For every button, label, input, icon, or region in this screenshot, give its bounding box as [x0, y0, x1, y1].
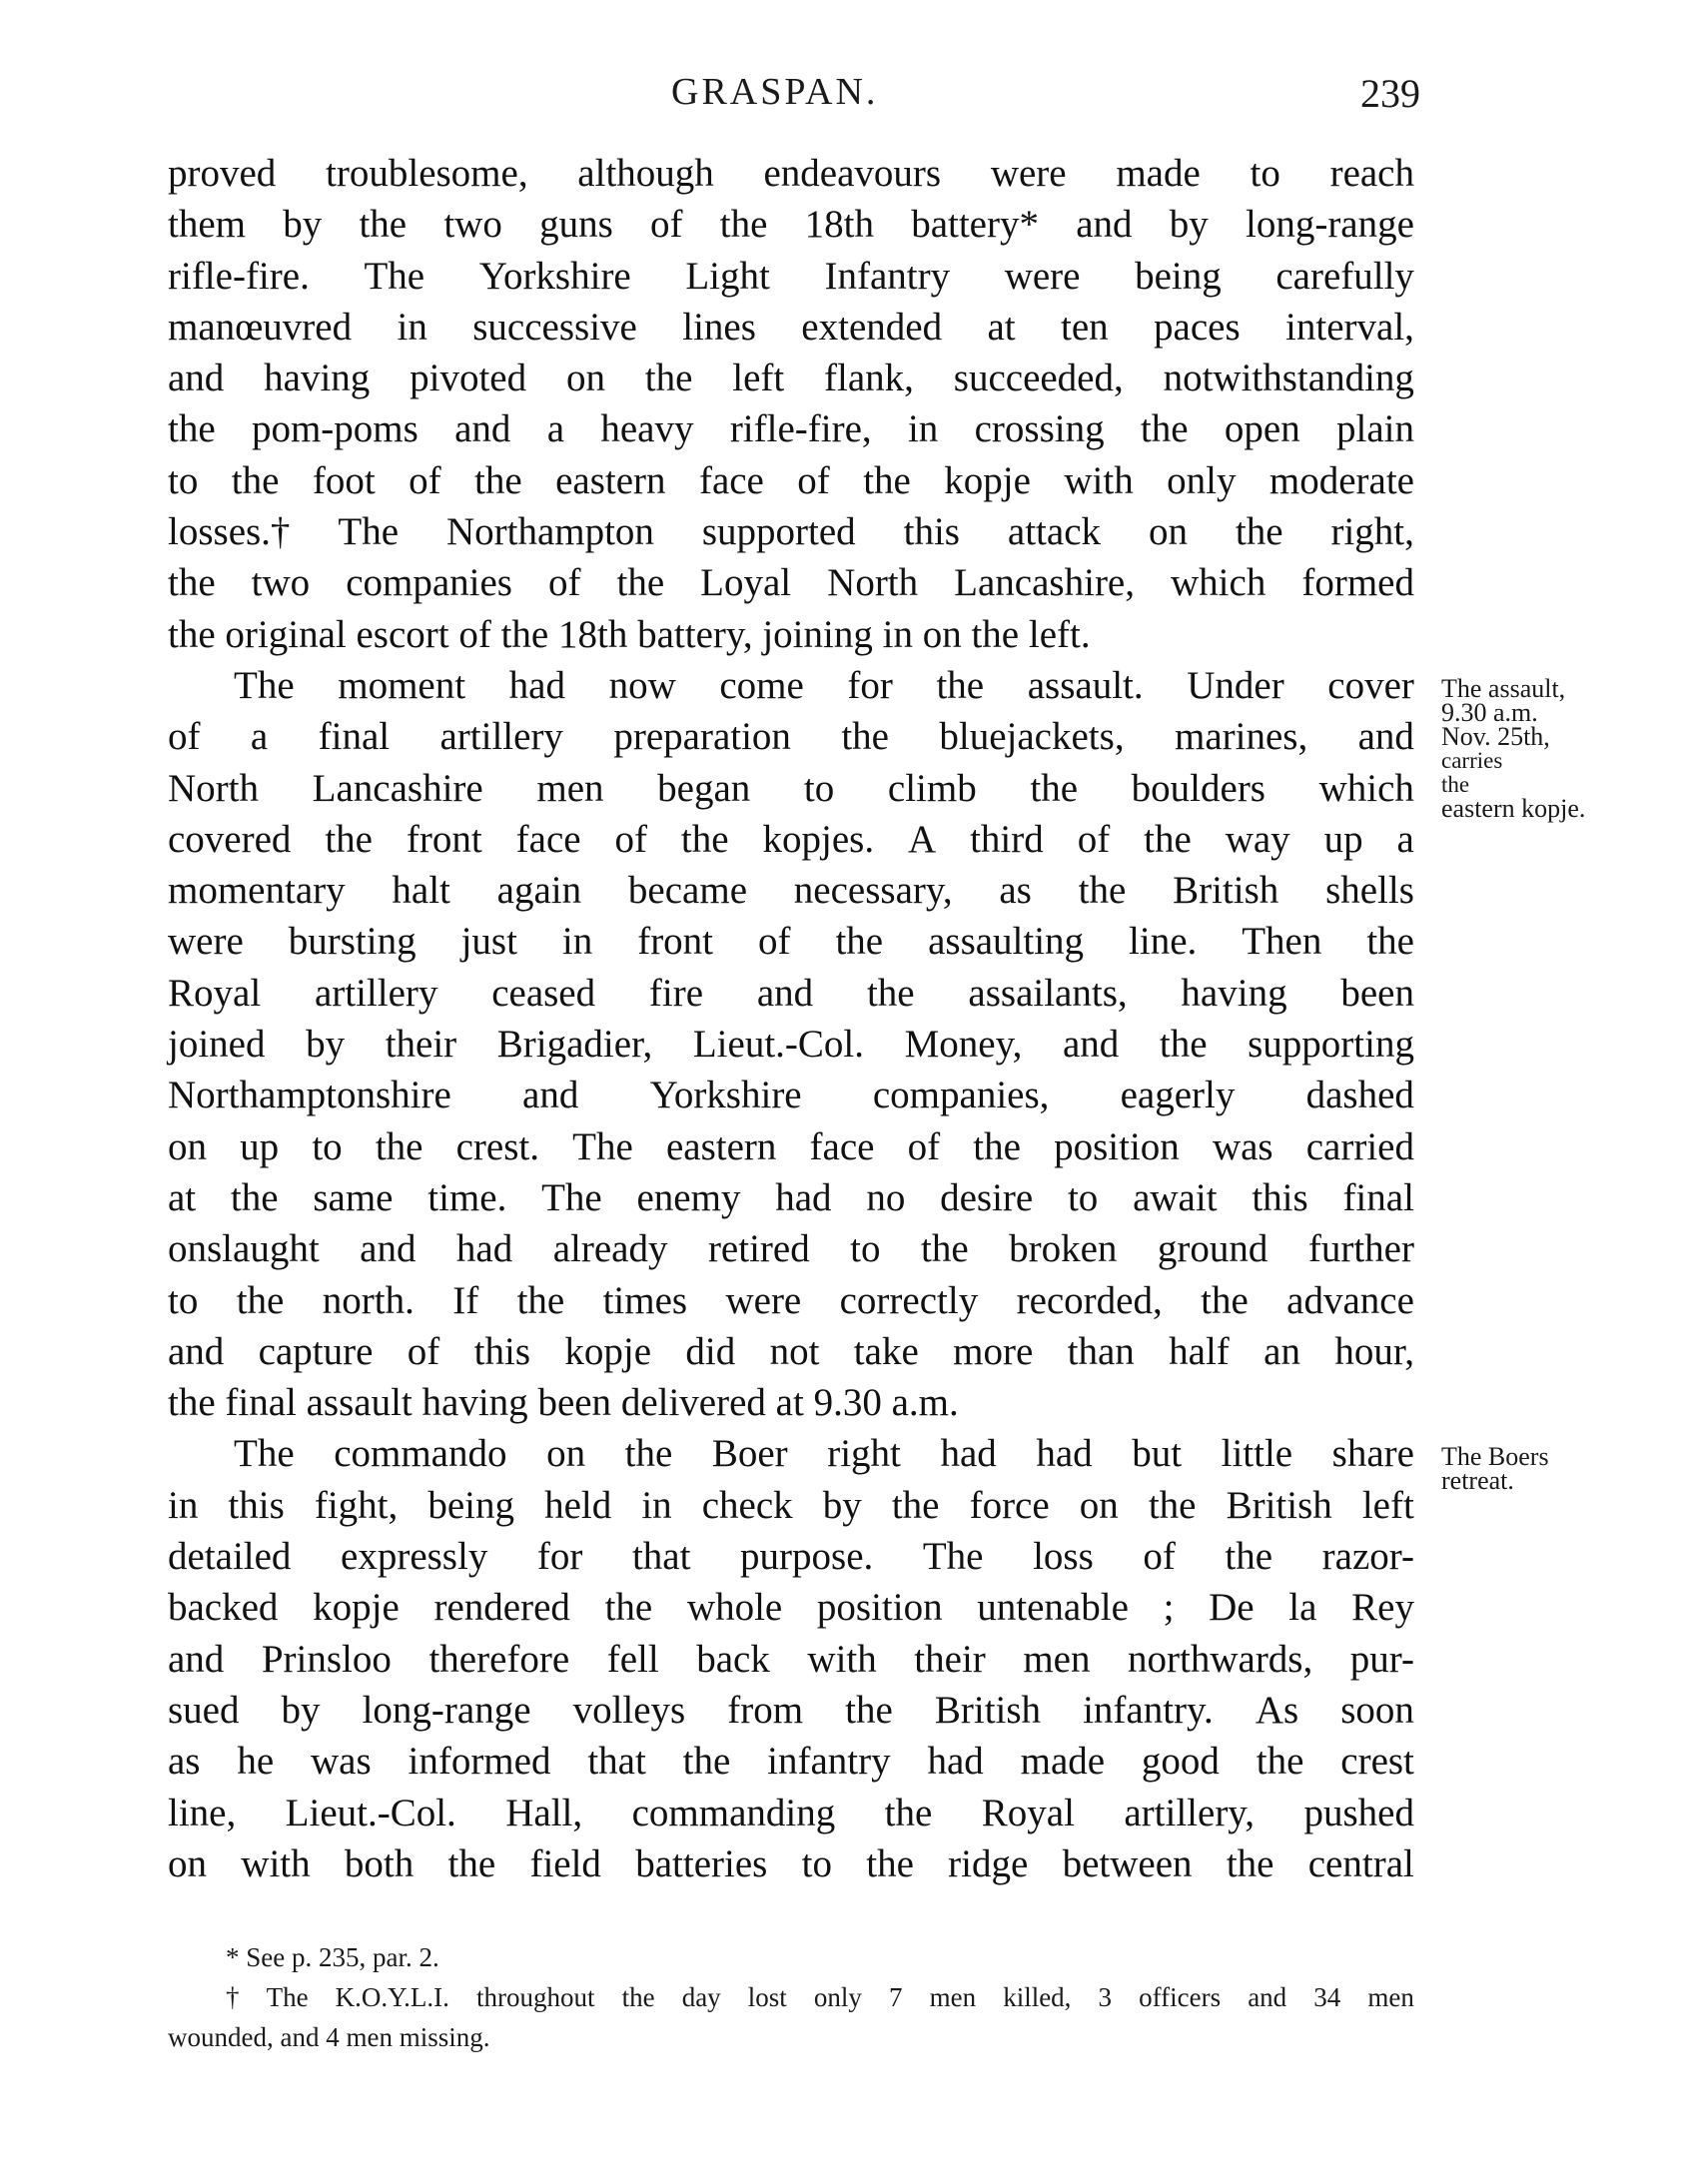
text-line: backed kopje rendered the whole position untenable ; De la Rey [168, 1586, 1414, 1630]
margin-note-line: The Boers [1441, 1442, 1549, 1471]
text-line: the final assault having been delivered at 9.30 a.m. [168, 1381, 959, 1425]
text-line: Royal artillery ceased fire and the assailants, having been [168, 971, 1414, 1015]
margin-note-line: the [1441, 772, 1470, 797]
text-line: on up to the crest. The eastern face of the position was carried [168, 1124, 1414, 1168]
margin-note-assault [1441, 674, 1681, 823]
text-line: the pom-poms and a heavy rifle-fire, in crossing the open plain [168, 407, 1414, 451]
footnote-asterisk [168, 1937, 1414, 1977]
text-line: the original escort of the 18th battery, joining in on the left. [168, 612, 1091, 656]
margin-note-boers-retreat [1441, 1442, 1681, 1495]
page-number: 239 [1360, 71, 1420, 116]
text-line: line, Lieut.-Col. Hall, commanding the Royal artillery, pushed [168, 1791, 1414, 1834]
margin-note-line: eastern kopje. [1441, 794, 1586, 823]
text-line: and capture of this kopje did not take more than half an hour, [168, 1329, 1414, 1373]
text-line: to the foot of the eastern face of the kopje with only moderate [168, 458, 1414, 502]
text-line: at the same time. The enemy had no desire to await this final [168, 1175, 1414, 1219]
text-line: The moment had now come for the assault. Under cover [234, 663, 1414, 707]
text-line: as he was informed that the infantry had made good the crest [168, 1740, 1414, 1784]
text-line: momentary halt again became necessary, as the British shells [168, 869, 1414, 913]
text-line: in this fight, being held in check by the force on the British left [168, 1483, 1414, 1527]
margin-note-line: carries [1441, 748, 1503, 773]
text-line: covered the front face of the kopjes. A third of the way up a [168, 817, 1414, 861]
text-line: detailed expressly for that purpose. The loss of the razor- [168, 1535, 1414, 1579]
running-title: GRASPAN. [671, 71, 879, 113]
text-line: and Prinsloo therefore fell back with their men northwards, pur- [168, 1637, 1414, 1681]
margin-note-line: retreat. [1441, 1466, 1514, 1495]
footnote-marker: * [226, 1942, 240, 1972]
text-line: were bursting just in front of the assaulting line. Then the [168, 920, 1414, 964]
text-line: to the north. If the times were correctly recorded, the advance [168, 1278, 1414, 1322]
footnotes [168, 1937, 1414, 2057]
text-line: proved troublesome, although endeavours were made to reach [168, 152, 1414, 195]
text-line: of a final artillery preparation the bluejackets, marines, and [168, 715, 1414, 759]
text-line: rifle-fire. The Yorkshire Light Infantry were being carefully [168, 254, 1414, 298]
text-line: onslaught and had already retired to the broken ground further [168, 1227, 1414, 1271]
text-line: North Lancashire men began to climb the boulders which [168, 766, 1414, 810]
footnote-dagger-line1: † The K.O.Y.L.I. throughout the day lost only 7 men killed, 3 officers and 34 men [226, 1982, 1414, 2012]
text-line: and having pivoted on the left flank, succeeded, notwithstanding [168, 357, 1414, 400]
text-line: Northamptonshire and Yorkshire companies, eagerly dashed [168, 1074, 1414, 1117]
footnote-text: See p. 235, par. 2. [246, 1942, 439, 1972]
margin-note-line: Nov. 25th, [1441, 722, 1550, 751]
text-line: on with both the field batteries to the ridge between the central [168, 1841, 1414, 1885]
footnote-dagger-cont: wounded, and 4 men missing. [168, 2022, 490, 2052]
text-line: them by the two guns of the 18th battery* and by long-range [168, 203, 1414, 247]
text-line: joined by their Brigadier, Lieut.-Col. Money, and the supporting [168, 1023, 1414, 1067]
footnote-dagger [168, 1977, 1414, 2017]
body-text [168, 148, 1414, 1889]
text-line: manœuvred in successive lines extended at ten paces interval, [168, 305, 1414, 349]
text-line: The commando on the Boer right had had but little share [234, 1432, 1414, 1476]
text-line: sued by long-range volleys from the British infantry. As soon [168, 1688, 1414, 1732]
text-line: losses.† The Northampton supported this attack on the right, [168, 510, 1414, 554]
margin-note-line: 9.30 a.m. [1441, 698, 1538, 727]
margin-note-line: The assault, [1441, 674, 1566, 703]
text-line: the two companies of the Loyal North Lancashire, which formed [168, 561, 1414, 605]
